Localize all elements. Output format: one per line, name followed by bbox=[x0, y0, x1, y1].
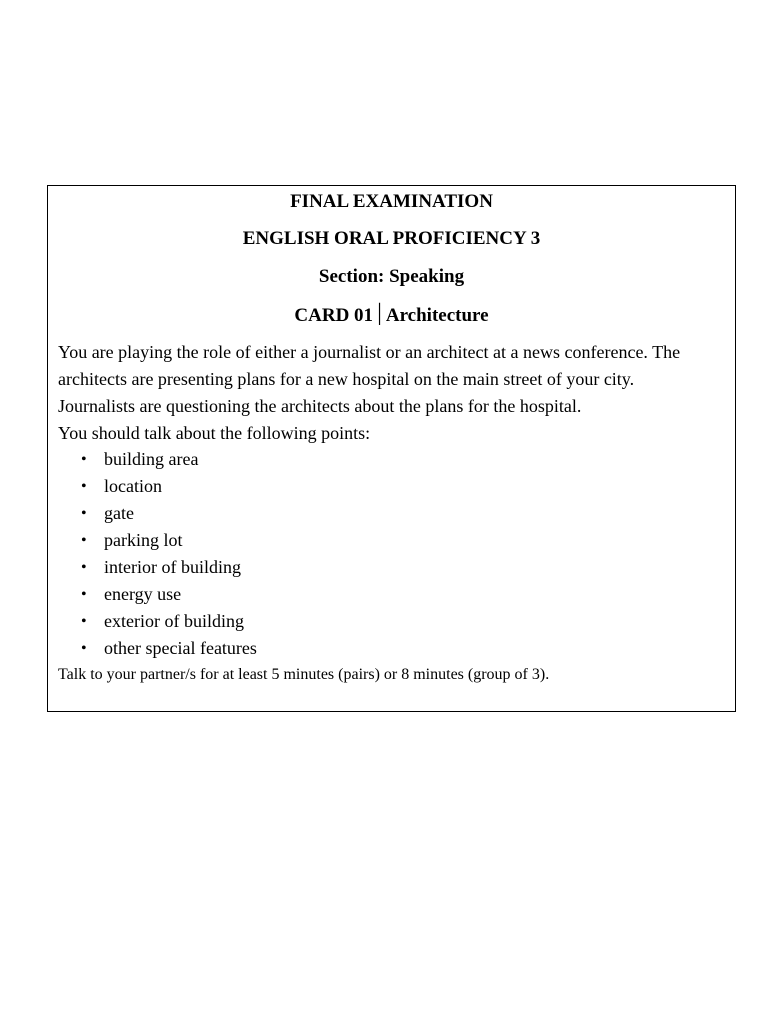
heading-separator: | bbox=[377, 300, 382, 326]
bullet-icon: • bbox=[81, 451, 87, 468]
exam-title: FINAL EXAMINATION bbox=[290, 191, 493, 212]
point-label: parking lot bbox=[104, 530, 183, 550]
bullet-icon: • bbox=[81, 586, 87, 603]
bullet-icon: • bbox=[81, 640, 87, 657]
list-item bbox=[58, 635, 257, 662]
instruction-line: You should talk about the following points: bbox=[58, 423, 371, 443]
talking-points-list bbox=[58, 446, 257, 662]
speaking-card bbox=[47, 185, 736, 712]
list-item bbox=[58, 500, 257, 527]
list-item bbox=[58, 446, 257, 473]
section-title: Section: Speaking bbox=[318, 266, 465, 287]
time-instruction: Talk to your partner/s for at least 5 minutes (pairs) or 8 minutes (group of 3). bbox=[58, 666, 550, 683]
instructions bbox=[58, 339, 733, 447]
instruction-line: You are playing the role of either a journalist or an architect at a news conference. The bbox=[58, 342, 681, 362]
card-number: CARD 01 bbox=[294, 305, 374, 326]
instruction-line: architects are presenting plans for a new hospital on the main street of your city. bbox=[58, 369, 635, 389]
bullet-icon: • bbox=[81, 505, 87, 522]
list-item bbox=[58, 581, 257, 608]
point-label: interior of building bbox=[104, 557, 241, 577]
bullet-icon: • bbox=[81, 613, 87, 630]
point-label: gate bbox=[104, 503, 134, 523]
list-item bbox=[58, 608, 257, 635]
point-label: building area bbox=[104, 449, 199, 469]
card-topic: Architecture bbox=[385, 305, 489, 326]
point-label: exterior of building bbox=[104, 611, 244, 631]
bullet-icon: • bbox=[81, 478, 87, 495]
bullet-icon: • bbox=[81, 532, 87, 549]
list-item bbox=[58, 527, 257, 554]
point-label: location bbox=[104, 476, 162, 496]
list-item bbox=[58, 554, 257, 581]
bullet-icon: • bbox=[81, 559, 87, 576]
course-title: ENGLISH ORAL PROFICIENCY 3 bbox=[242, 228, 541, 249]
list-item bbox=[58, 473, 257, 500]
point-label: energy use bbox=[104, 584, 182, 604]
point-label: other special features bbox=[104, 638, 257, 658]
instruction-line: Journalists are questioning the architects about the plans for the hospital. bbox=[58, 396, 582, 416]
card-heading bbox=[48, 300, 735, 327]
